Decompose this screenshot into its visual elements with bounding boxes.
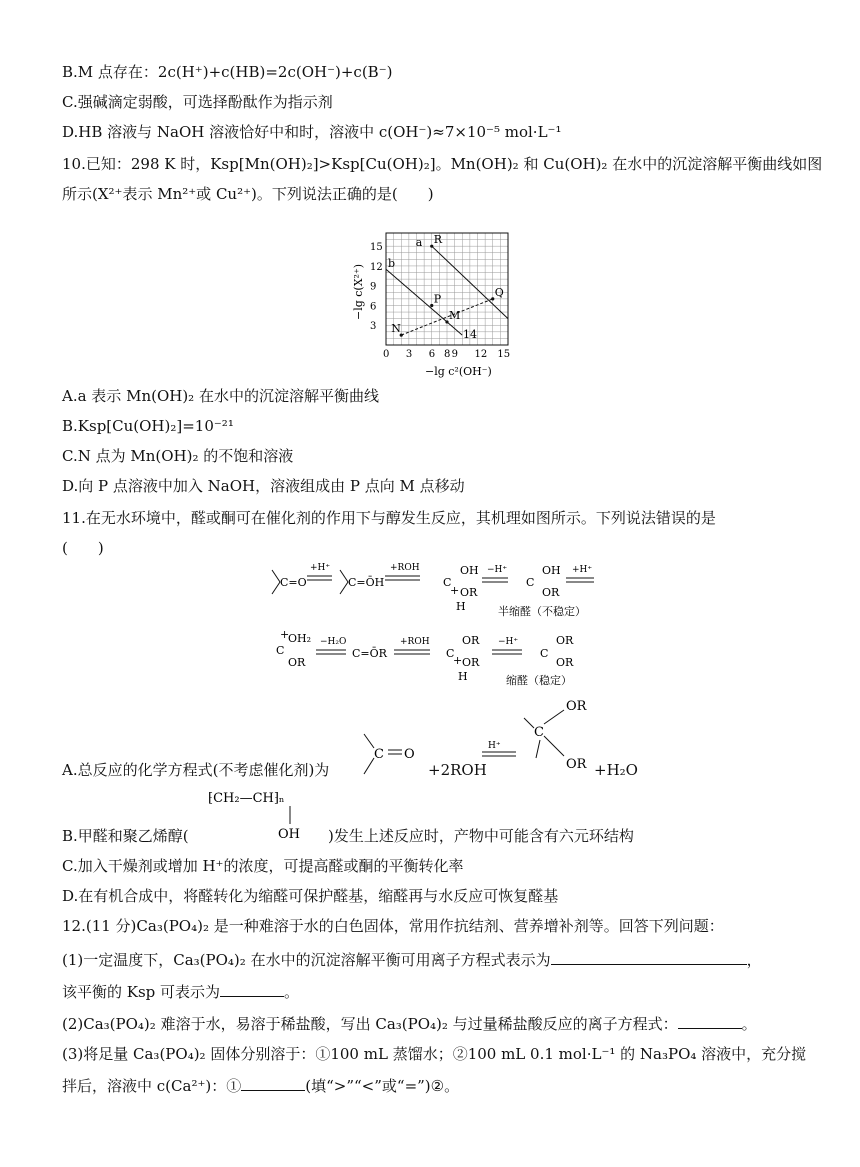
oxocarbenium: C=ŌR <box>352 647 387 660</box>
carbon-4: C <box>446 647 455 660</box>
solubility-chart <box>350 225 520 385</box>
q12-part1-line1: (1)一定温度下，Ca₃(PO₄)₂ 在水中的沉淀溶解平衡可用离子方程式表示为 ， <box>62 948 762 970</box>
h-arrow <box>480 740 520 760</box>
q11a-water: +H₂O <box>594 761 638 779</box>
q12-part3-line1: (3)将足量 Ca₃(PO₄)₂ 固体分别溶于：①100 mL 蒸馏水；②100 mL 0.1 mol·L⁻¹ 的 Na₃PO₄ 溶液中，充分搅 <box>62 1045 807 1063</box>
point-label-M: M <box>449 308 461 322</box>
pva-structure <box>208 786 328 844</box>
h-catalyst: H⁺ <box>488 741 501 751</box>
y-tick-label: 9 <box>370 281 377 293</box>
or-3: OR <box>288 656 306 669</box>
y-tick-label: 6 <box>370 301 377 313</box>
x-tick-label: 8 <box>444 349 451 360</box>
point-label-P: P <box>433 292 442 306</box>
answer-blank-1[interactable] <box>551 948 747 965</box>
q11-option-b-suffix: )发生上述反应时，产物中可能含有六元环结构 <box>328 827 634 845</box>
point-label-N: N <box>391 322 401 336</box>
ketone-c: C <box>374 747 384 762</box>
plus-1: + <box>450 584 460 597</box>
answer-blank-4[interactable] <box>241 1074 305 1091</box>
point-label-R: R <box>433 233 443 247</box>
arrow-label-plus-roh: +ROH <box>390 563 420 573</box>
q11-option-d: D.在有机合成中，将醛转化为缩醛可保护醛基，缩醛再与水反应可恢复醛基 <box>62 887 559 905</box>
carbon-2: C <box>526 576 535 589</box>
acetal-c: C <box>534 725 544 740</box>
arrow-label-plus-h: +H⁺ <box>310 563 331 573</box>
x-axis-label: −lg c²(OH⁻) <box>425 365 492 378</box>
x-tick-label: 3 <box>405 349 413 360</box>
plus-3: + <box>453 654 463 667</box>
oh2: OH₂ <box>288 632 312 645</box>
oh-1: OH <box>460 564 479 577</box>
q10-option-c: C.N 点为 Mn(OH)₂ 的不饱和溶液 <box>62 447 294 465</box>
q10-option-d: D.向 P 点溶液中加入 NaOH，溶液组成由 P 点向 M 点移动 <box>62 477 465 495</box>
q9-option-d: D.HB 溶液与 NaOH 溶液恰好中和时，溶液中 c(OH⁻)≈7×10⁻⁵ mol·L⁻¹ <box>62 123 562 141</box>
or-1: OR <box>460 586 478 599</box>
mechanism-scheme <box>260 560 600 690</box>
q11-option-c: C.加入干燥剂或增加 H⁺的浓度，可提高醛或酮的平衡转化率 <box>62 857 464 875</box>
q9-option-c: C.强碱滴定弱酸，可选择酚酞作为指示剂 <box>62 93 333 111</box>
q12-part3-line2: 拌后，溶液中 c(Ca²⁺)：① (填“>”“<”或“=”)②。 <box>62 1074 459 1096</box>
protonated-carbonyl: C=ŌH <box>348 576 385 589</box>
carbon-5: C <box>540 647 549 660</box>
annotation-14: 14 <box>463 328 477 341</box>
x-tick-label: 15 <box>497 349 511 360</box>
or-6: OR <box>556 634 574 647</box>
q10-stem-line2: 所示(X²⁺表示 Mn²⁺或 Cu²⁺)。下列说法正确的是( ) <box>62 185 434 203</box>
or-7: OR <box>556 656 574 669</box>
h-1: H <box>456 600 466 613</box>
acetal-label: 缩醛（稳定） <box>506 674 572 687</box>
q11-stem-line1: 11.在无水环境中，醛或酮可在催化剂的作用下与醇发生反应，其机理如图所示。下列说法错误的是 <box>62 509 716 527</box>
y-tick-label: 3 <box>370 321 377 333</box>
arrow-label-minus-h-2: −H⁺ <box>498 637 519 647</box>
chart-grid <box>386 233 508 345</box>
or-4: OR <box>462 634 480 647</box>
answer-blank-2[interactable] <box>220 980 284 997</box>
ketone-structure <box>360 730 430 780</box>
plus-2: + <box>280 628 290 641</box>
chart-points <box>391 233 504 337</box>
h-2: H <box>458 670 468 683</box>
carbon-3: C <box>276 644 285 657</box>
point-label-Q: Q <box>494 285 504 299</box>
acetal-or-top: OR <box>566 699 587 714</box>
q11-option-a: A.总反应的化学方程式(不考虑催化剂)为 <box>62 761 330 779</box>
hemiacetal-label: 半缩醛（不稳定） <box>498 605 586 618</box>
or-2: OR <box>542 586 560 599</box>
q10-option-a: A.a 表示 Mn(OH)₂ 在水中的沉淀溶解平衡曲线 <box>62 387 379 405</box>
or-5: OR <box>462 656 480 669</box>
acetal-or-bottom: OR <box>566 757 587 772</box>
series-label-b: b <box>388 257 396 271</box>
y-tick-label: 15 <box>370 242 383 254</box>
q11-option-b-prefix: B.甲醛和聚乙烯醇( <box>62 827 189 845</box>
y-tick-label: 12 <box>370 261 383 273</box>
carbon-1: C <box>443 576 452 589</box>
ketone-o: O <box>404 747 415 762</box>
q12-part1-line2: 该平衡的 Ksp 可表示为 。 <box>62 980 299 1002</box>
q12-part2: (2)Ca₃(PO₄)₂ 难溶于水，易溶于稀盐酸，写出 Ca₃(PO₄)₂ 与过量稀盐酸反应的离子方程式： 。 <box>62 1012 757 1034</box>
carbonyl: C=O <box>280 576 307 589</box>
arrow-label-plus-h-2: +H⁺ <box>572 565 593 575</box>
arrow-label-minus-h2o: −H₂O <box>320 637 347 647</box>
answer-blank-3[interactable] <box>678 1012 742 1029</box>
q11-stem-line2: ( ) <box>62 539 104 557</box>
q10-stem-line1: 10.已知：298 K 时，Ksp[Mn(OH)₂]>Ksp[Cu(OH)₂]。Mn(OH)₂ 和 Cu(OH)₂ 在水中的沉淀溶解平衡曲线如图 <box>62 155 823 173</box>
x-tick-label: 12 <box>474 349 488 360</box>
pva-chain: ⁅CH₂—CH⁆ₙ <box>208 791 285 806</box>
oh-2: OH <box>542 564 561 577</box>
series-label-a: a <box>415 236 423 250</box>
x-tick-label: 0 <box>383 349 390 360</box>
acetal-structure <box>520 696 590 776</box>
q11a-roh: +2ROH <box>428 761 487 779</box>
q9-option-b: B.M 点存在：2c(H⁺)+c(HB)=2c(OH⁻)+c(B⁻) <box>62 63 393 81</box>
q12-stem: 12.(11 分)Ca₃(PO₄)₂ 是一种难溶于水的白色固体，常用作抗结剂、营养增补剂等。回答下列问题： <box>62 917 724 935</box>
x-tick-label: 6 <box>428 349 436 360</box>
y-axis-label: −lg c(X²⁺) <box>352 263 365 320</box>
arrow-label-plus-roh-2: +ROH <box>400 637 430 647</box>
q10-option-b: B.Ksp[Cu(OH)₂]=10⁻²¹ <box>62 417 234 435</box>
x-tick-label: 9 <box>451 349 458 360</box>
arrow-label-minus-h: −H⁺ <box>487 565 508 575</box>
pva-oh: OH <box>278 827 300 842</box>
